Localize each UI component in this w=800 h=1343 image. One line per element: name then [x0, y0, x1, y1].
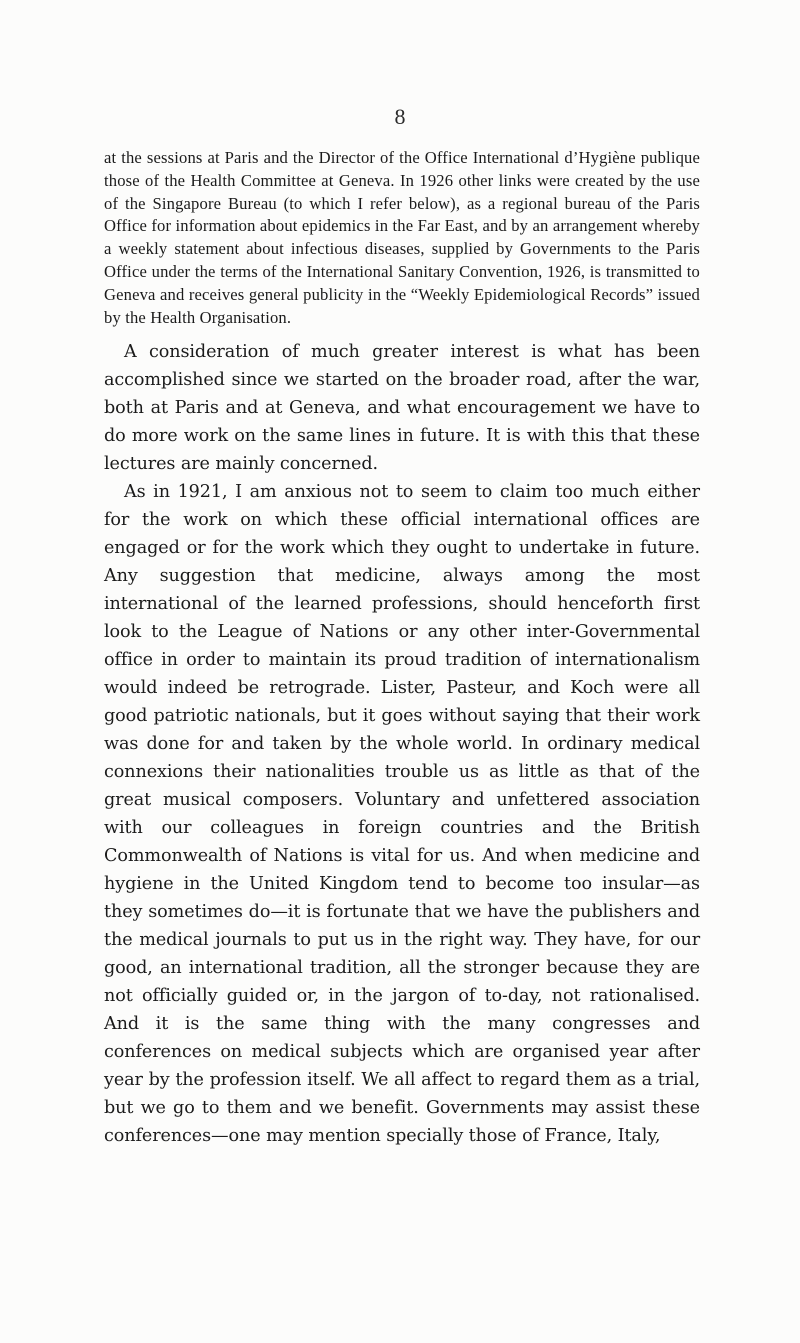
paragraph-3: As in 1921, I am anxious not to seem to claim too much either for the work on which these official international offices are engaged or for the work which they ought to undertake in future. Any suggestion that medicine, always among the most international of the learned professions, should henceforth first look to the League of Nations or any other inter-Governmental office in order to maintain its proud tradition of internationalism would indeed be retrograde. Lister, Pasteur, and Koch were all good patriotic nationals, but it goes without saying that their work was done for and taken by the whole world. In ordinary medical connexions their nationalities trouble us as little as that of the great musical composers. Voluntary and unfettered association with our colleagues in foreign countries and the British Commonwealth of Nations is vital for us. And when medicine and hygiene in the United Kingdom tend to become too insular—as they sometimes do—it is fortunate that we have the publishers and the medical journals to put us in the right way. They have, for our good, an international tradition, all the stronger because they are not officially guided or, in the jargon of to-day, not rationalised. And it is the same thing with the many congresses and conferences on medical subjects which are organised year after year by the profession itself. We all affect to regard them as a trial, but we go to them and we benefit. Governments may assist these conferences—one may mention specially those of France, Italy, [104, 482, 700, 1147]
body-text [104, 147, 700, 1150]
paragraph-1: at the sessions at Paris and the Director of the Office International d’Hygiène publique those of the Health Committee at Geneva. In 1926 other links were created by the use of the Singapore Bureau (to which I refer below), as a regional bureau of the Paris Office for information about epidemics in the Far East, and by an arrangement whereby a weekly statement about infectious diseases, supplied by Governments to the Paris Office under the terms of the International Sanitary Convention, 1926, is transmitted to Geneva and receives general publicity in the “Weekly Epidemiological Records” issued by the Health Organisation. [104, 148, 700, 327]
paragraph-2: A consideration of much greater interest is what has been accomplished since we started on the broader road, after the war, both at Paris and at Geneva, and what encouragement we have to do more work on the same lines in future. It is with this that these lectures are mainly concerned. [104, 342, 700, 475]
page-number: 8 [394, 104, 406, 129]
